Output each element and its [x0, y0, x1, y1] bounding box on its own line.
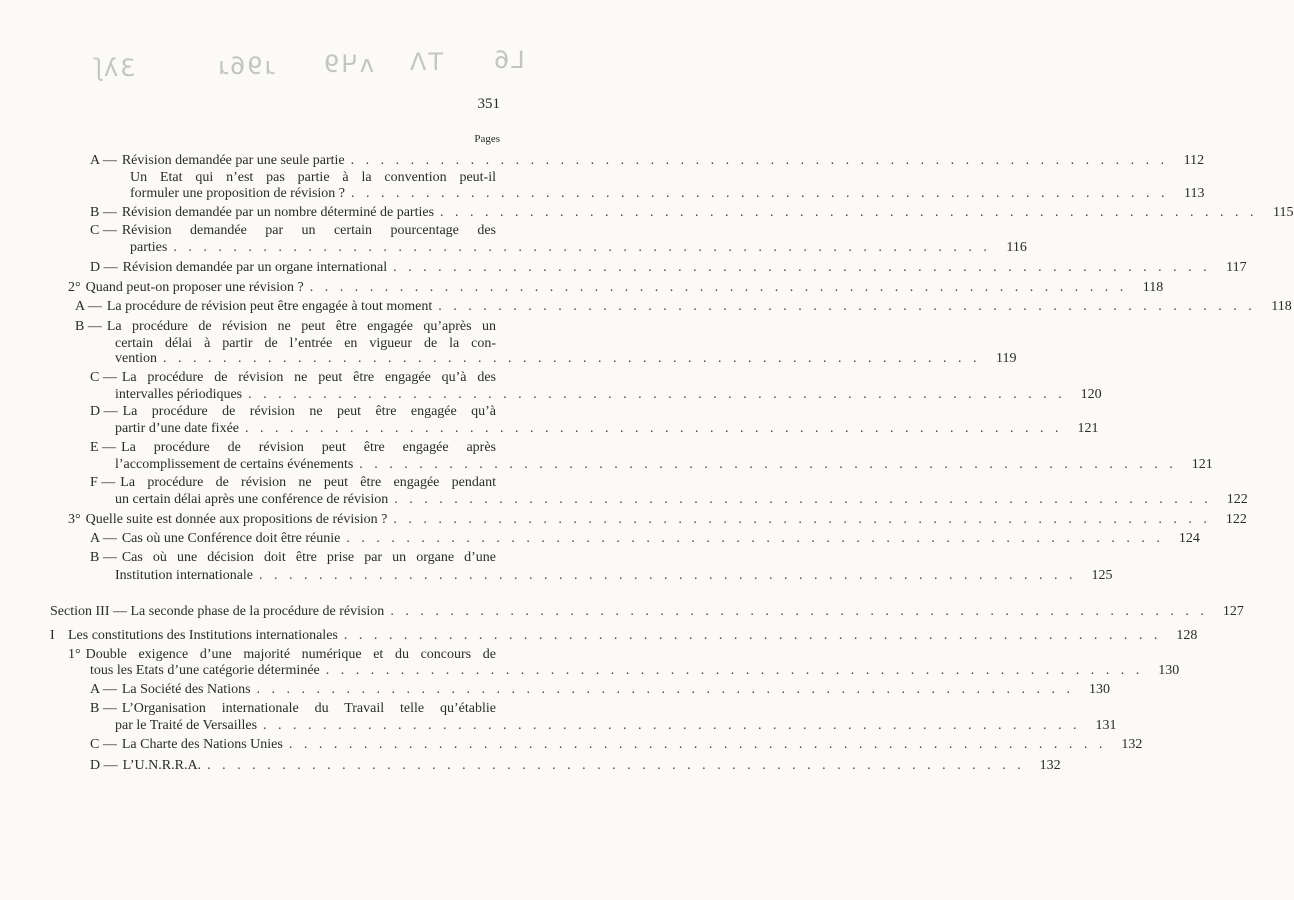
toc-entry-text: certain délai à partir de l’entrée en vigueur de la con- — [115, 336, 496, 351]
leader-dots — [320, 662, 1156, 679]
toc-marker: 2° — [68, 280, 81, 295]
toc-entry-text: Cas où une décision doit être prise par un organe d’une — [121, 550, 496, 565]
toc-page-number: 128 — [1176, 628, 1198, 643]
toc-marker: C — — [90, 223, 117, 238]
pages-column-heading: Pages — [474, 133, 500, 145]
toc-entry-text: Révision demandée par un certain pourcentage des — [121, 223, 496, 238]
leader-dots — [353, 456, 1189, 473]
toc-page-number: 120 — [1080, 387, 1102, 402]
toc-entry-text: Cas où une Conférence doit être réunie — [121, 531, 341, 546]
toc-line — [90, 152, 1205, 169]
toc-line — [90, 474, 496, 491]
leader-dots — [167, 239, 1003, 256]
toc-entry-text: partir d’une date fixée — [115, 421, 239, 436]
toc-entry-text: intervalles périodiques — [115, 387, 243, 402]
leader-dots — [388, 491, 1224, 508]
toc-marker: C — — [90, 370, 117, 385]
toc-line — [75, 318, 496, 335]
leader-dots — [434, 204, 1270, 221]
toc-page-number: 122 — [1226, 492, 1248, 507]
toc-page-number: 113 — [1184, 186, 1205, 201]
toc-entry-text: Quand peut-on proposer une révision ? — [85, 280, 304, 295]
toc-entry-text: formuler une proposition de révision ? — [130, 186, 346, 201]
toc-page-number: 112 — [1183, 153, 1205, 168]
leader-dots — [432, 298, 1268, 315]
toc-page-number: 121 — [1191, 457, 1213, 472]
toc-marker: B — — [90, 701, 117, 716]
toc-marker: D — — [90, 758, 118, 773]
toc-entry-text: L’U.N.R.R.A. — [122, 758, 202, 773]
leader-dots — [345, 152, 1181, 169]
leader-dots — [251, 681, 1087, 698]
toc-marker: 3° — [68, 512, 81, 527]
toc-marker: A — — [90, 682, 117, 697]
bleed-through-mark: 3λʃ — [92, 54, 136, 82]
toc-entry-text: un certain délai après une conférence de révision — [115, 492, 389, 507]
toc-marker: A — — [90, 531, 117, 546]
leader-dots — [304, 279, 1140, 296]
toc-marker: D — — [90, 260, 118, 275]
toc-entry-text: La procédure de révision peut être engagée après — [121, 440, 496, 455]
toc-page-number: 131 — [1095, 718, 1117, 733]
toc-entry-text: Révision demandée par un nombre déterminé de parties — [121, 205, 435, 220]
leader-dots — [242, 386, 1078, 403]
toc-line — [68, 511, 1247, 528]
toc-marker: D — — [90, 404, 118, 419]
toc-line — [90, 259, 1247, 276]
leader-dots — [384, 603, 1220, 620]
toc-line — [90, 700, 496, 717]
toc-entry-text: parties — [130, 240, 168, 255]
leader-dots — [387, 259, 1223, 276]
toc-entry-text: Un Etat qui n’est pas partie à la convention peut-il — [130, 170, 496, 185]
toc-marker: E — — [90, 440, 117, 455]
toc-entry-text: Double exigence d’une majorité numérique et du concours de — [85, 647, 496, 662]
toc-page-number: 122 — [1225, 512, 1247, 527]
toc-line — [75, 298, 1292, 315]
toc-page-number: 121 — [1077, 421, 1099, 436]
toc-section-title: Section III — La seconde phase de la procédure de révision — [50, 604, 385, 619]
bleed-through-mark: ʌЧ9 — [322, 50, 374, 78]
toc-line — [90, 204, 1294, 221]
toc-entry-text: La procédure de révision ne peut être engagée qu’à des — [121, 370, 496, 385]
leader-dots — [345, 185, 1181, 202]
toc-entry-text: vention — [115, 351, 157, 366]
toc-entry-text: Les constitutions des Institutions internationales — [68, 628, 338, 643]
leader-dots — [387, 511, 1223, 528]
toc-line — [130, 169, 496, 186]
toc-marker: A — — [90, 153, 117, 168]
toc-entry-text: L’Organisation internationale du Travail telle qu’établie — [121, 701, 496, 716]
toc-marker: 1° — [68, 647, 81, 662]
toc-page-number: 124 — [1178, 531, 1200, 546]
leader-dots — [253, 567, 1089, 584]
toc-page-number: 130 — [1089, 682, 1111, 697]
bleed-through-mark: ɹ96ɹ — [216, 52, 275, 80]
toc-line — [130, 185, 1205, 202]
toc-line — [115, 491, 1248, 508]
toc-line — [115, 717, 1117, 734]
toc-line — [90, 403, 496, 420]
toc-line — [68, 646, 496, 663]
toc-entry-text: Révision demandée par un organe international — [122, 260, 388, 275]
bleed-through-mark: L6 — [492, 46, 525, 74]
leader-dots — [201, 757, 1037, 774]
toc-page-number: 115 — [1273, 205, 1294, 220]
toc-entry-text: La procédure de révision ne peut être engagée pendant — [120, 475, 496, 490]
toc-line — [90, 530, 1200, 547]
leader-dots — [340, 530, 1176, 547]
toc-page-number: 118 — [1271, 299, 1292, 314]
toc-marker: B — — [90, 205, 117, 220]
toc-line — [90, 222, 496, 239]
leader-dots — [257, 717, 1093, 734]
toc-entry-text: La Société des Nations — [121, 682, 251, 697]
toc-marker: A — — [75, 299, 102, 314]
toc-line — [90, 757, 1061, 774]
toc-line — [90, 736, 1143, 753]
page-number: 351 — [477, 96, 500, 112]
toc-marker: C — — [90, 737, 117, 752]
leader-dots — [283, 736, 1119, 753]
toc-line — [90, 369, 496, 386]
toc-entry-text: l’accomplissement de certains événements — [115, 457, 354, 472]
toc-line — [115, 420, 1099, 437]
leader-dots — [338, 627, 1174, 644]
bleed-through-mark: TΛ — [408, 48, 444, 76]
toc-line — [115, 350, 1017, 367]
toc-entry-text: tous les Etats d’une catégorie déterminée — [90, 663, 320, 678]
toc-entry-text: Révision demandée par une seule partie — [121, 153, 345, 168]
toc-marker: B — — [90, 550, 117, 565]
toc-entry-text: Institution internationale — [115, 568, 254, 583]
toc-line — [130, 239, 1027, 256]
toc-marker: I — [50, 628, 55, 643]
toc-page-number: 125 — [1091, 568, 1113, 583]
toc-page-number: 118 — [1142, 280, 1164, 295]
toc-page-number: 116 — [1006, 240, 1027, 255]
leader-dots — [157, 350, 993, 367]
leader-dots — [239, 420, 1075, 437]
toc-section-line — [50, 603, 1244, 620]
toc-page-number: 127 — [1222, 604, 1244, 619]
toc-line — [90, 681, 1111, 698]
toc-line — [90, 549, 496, 566]
toc-line — [90, 662, 1180, 679]
toc-page-number: 117 — [1226, 260, 1247, 275]
toc-line — [68, 279, 1164, 296]
toc-page-number: 119 — [996, 351, 1017, 366]
toc-page-number: 132 — [1039, 758, 1061, 773]
toc-entry-text: La procédure de révision peut être engagée à tout moment — [106, 299, 433, 314]
toc-page-number: 132 — [1121, 737, 1143, 752]
toc-entry-text: La Charte des Nations Unies — [121, 737, 283, 752]
toc-entry-text: Quelle suite est donnée aux propositions de révision ? — [85, 512, 388, 527]
toc-marker: B — — [75, 319, 102, 334]
toc-page-number: 130 — [1158, 663, 1180, 678]
toc-line — [90, 439, 496, 456]
toc-line — [115, 386, 1102, 403]
toc-marker: F — — [90, 475, 116, 490]
toc-entry-text: La procédure de révision ne peut être engagée qu’à — [122, 404, 496, 419]
toc-line — [115, 567, 1113, 584]
toc-line — [115, 456, 1213, 473]
toc-entry-text: La procédure de révision ne peut être engagée qu’après un — [106, 319, 496, 334]
toc-entry-text: par le Traité de Versailles — [115, 718, 258, 733]
toc-line — [50, 627, 1198, 644]
